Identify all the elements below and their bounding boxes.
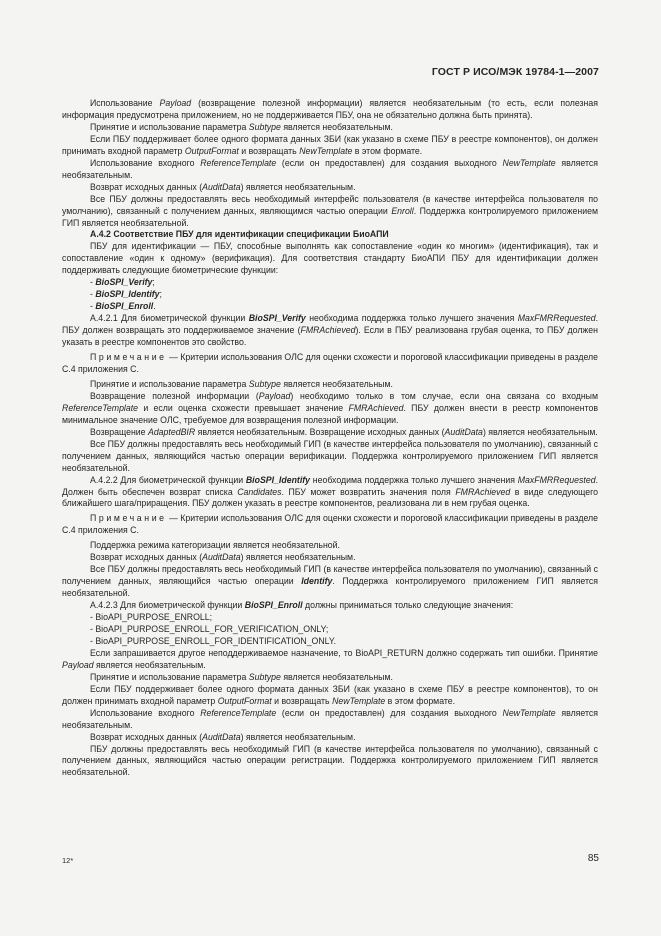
standard-designation: ГОСТ Р ИСО/МЭК 19784-1—2007	[431, 66, 599, 78]
paragraph: Если ПБУ поддерживает более одного формата данных ЗБИ (как указано в схеме ПБУ в реестре компонентов), он должен принимать входной параметр OutputFormat и возвращать NewTemplate в этом формате.	[62, 133, 598, 156]
paragraph: Использование Payload (возвращение полезной информации) является необязательным (то есть, если полезная информация предусмотрена приложением, но не поддерживается ПБУ, она не обязательно должна быть принята).	[62, 98, 598, 120]
paragraph: Возврат исходных данных (AuditData) является необязательным.	[90, 181, 356, 192]
paragraph: Если ПБУ поддерживает более одного формата данных ЗБИ (как указано в схеме ПБУ в реестре компонентов), то он должен принимать входной параметр OutputFormat и возвращать NewTemplate в этом формате.	[62, 683, 598, 706]
paragraph: ПБУ для идентификации — ПБУ, способные выполнять как сопоставление «один ко многим» (идентификация), так и сопоставление «один к одному» (верификация). Для соответствия стандарту БиоАПИ ПБУ для идентификации должен поддерживать следующие биометрические функции:	[62, 241, 598, 276]
paragraph: Примечание — Критерии использования ОЛС для оценки схожести и пороговой классификации приведены в разделе С.4 приложения С.	[62, 513, 598, 536]
paragraph: Если запрашивается другое неподдерживаемое назначение, то BioAPI_RETURN должно содержать тип ошибки. Принятие Payload является необязательным.	[62, 647, 598, 670]
paragraph: Принятие и использование параметра Subtype является необязательным.	[90, 121, 393, 132]
paragraph: А.4.2.1 Для биометрической функции BioSPI_Verify необходима поддержка только лучшего значения MaxFMRRequested. ПБУ должен возвращать это поддерживаемое значение (FMRAchieved). Если в ПБУ реализована грубая оценка, то ПБУ должен указать в реестре компонентов это свойство.	[62, 313, 599, 348]
paragraph: Все ПБУ должны предоставлять весь необходимый ГИП (в качестве интерфейса пользователя по умолчанию), связанный с получением данных, являющийся частью операции Identify. Поддержка контролируемого приложением ГИП является необязательной.	[62, 564, 598, 599]
paragraph: Все ПБУ должны предоставлять весь необходимый ГИП (в качестве интерфейса пользователя по умолчанию), связанный с получением данных, являющийся частью операции верификации. Поддержка контролируемого приложением ГИП является необязательной.	[62, 438, 598, 473]
paragraph: Поддержка режима категоризации является необязательной.	[90, 540, 340, 551]
paragraph: Все ПБУ должны предоставлять весь необходимый интерфейс пользователя (в качестве интерфейса пользователя по умолчанию), связанный с получением данных, являющимся частью операции Enroll. Поддержка контролируемого приложением ГИП является необязательной.	[62, 193, 598, 228]
section-heading: А.4.2 Соответствие ПБУ для идентификации спецификации БиоАПИ	[90, 229, 389, 240]
paragraph: Возвращение AdaptedBIR является необязательным. Возвращение исходных данных (AuditData) является необязательным.	[90, 426, 598, 437]
sheet-mark: 12*	[62, 856, 74, 865]
list-item: - BioSPI_Identify;	[90, 289, 162, 300]
list-item: - BioSPI_Enroll.	[90, 301, 156, 312]
body-text	[62, 98, 598, 779]
list-item: - BioAPI_PURPOSE_ENROLL_FOR_IDENTIFICATION_ONLY.	[90, 635, 337, 646]
paragraph: Принятие и использование параметра Subtype является необязательным.	[90, 671, 393, 682]
paragraph: ПБУ должны предоставлять весь необходимый ГИП (в качестве интерфейса пользователя по умолчанию), связанный с получением данных, являющийся частью операции регистрации. Поддержка контролируемого приложением ГИП является необязательной.	[62, 743, 598, 778]
page-number: 85	[587, 853, 599, 864]
paragraph: Возвращение полезной информации (Payload) необходимо только в том случае, если она связана со входным ReferenceTemplate и если оценка схожести превышает значение FMRAchieved. ПБУ должен внести в реестр компонентов минимальное значение ОЛС, требуемое для возвращения полезной информации.	[62, 390, 598, 425]
paragraph: Принятие и использование параметра Subtype является необязательным.	[90, 378, 393, 389]
list-item: - BioAPI_PURPOSE_ENROLL_FOR_VERIFICATION_ONLY;	[90, 623, 329, 634]
paragraph: Примечание — Критерии использования ОЛС для оценки схожести и пороговой классификации приведены в разделе С.4 приложения С.	[62, 352, 598, 374]
paragraph: Использование входного ReferenceTemplate (если он предоставлен) для создания выходного NewTemplate является необязательным.	[62, 707, 599, 730]
paragraph: Использование входного ReferenceTemplate (если он предоставлен) для создания выходного NewTemplate является необязательным.	[62, 157, 599, 180]
paragraph: Возврат исходных данных (AuditData) является необязательным.	[90, 731, 356, 742]
list-item: - BioAPI_PURPOSE_ENROLL;	[90, 612, 213, 623]
paragraph: А.4.2.3 Для биометрической функции BioSPI_Enroll должны приниматься только следующие значения:	[90, 600, 514, 611]
paragraph: А.4.2.2 Для биометрической функции BioSPI_Identify необходима поддержка только лучшего значения MaxFMRRequested. Должен быть обеспечен возврат списка Candidates. ПБУ может возвратить значения поля FMRAchieved в виде следующего ближайшего шага/приращения. ПБУ должен указать в реестре компонентов, реализована ли в нем грубая оценка.	[62, 474, 599, 509]
list-item: - BioSPI_Verify;	[90, 277, 155, 288]
paragraph: Возврат исходных данных (AuditData) является необязательным.	[90, 552, 356, 563]
